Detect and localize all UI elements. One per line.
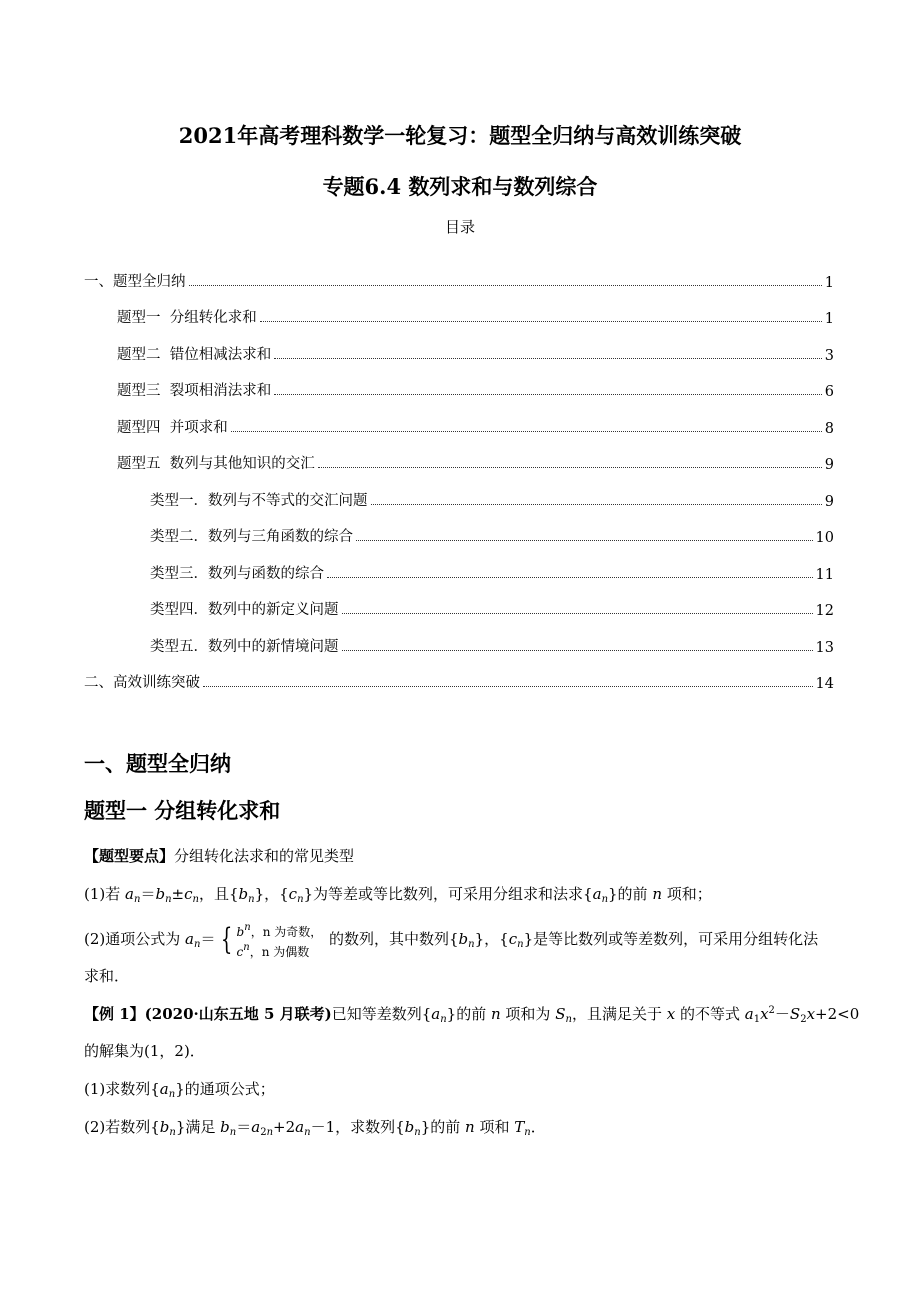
toc-leader-dots [342,650,813,651]
toc-entry-label: 题型四 并项求和 [117,419,228,436]
toc-leader-dots [203,686,813,687]
toc-entry-label: 二、高效训练突破 [84,675,200,691]
toc-entry-label: 题型三 裂项相消法求和 [117,383,272,399]
toc-entry-label: 类型三．数列与函数的综合 [150,565,324,582]
item-2-text: }是等比数列或等差数列，可采用分组转化法 [523,930,819,948]
question-2-text: ． [530,1118,546,1136]
section-heading: 一、题型全归纳 [84,751,231,776]
item-1-text: (1)若 [84,885,126,903]
toc-entry[interactable] [84,327,834,364]
toc-entry[interactable] [84,473,834,510]
question-2-text: +2 [273,1118,296,1136]
toc-leader-dots [356,540,813,541]
toc-heading: 目录 [444,218,475,236]
question-1-line: (1)求数列$\{a_n\}$的通项公式； [84,1080,275,1100]
subsection-heading: 题型一 分组转化求和 [84,798,281,823]
item-1-text: 项和； [662,885,712,903]
example-text: ，且满足关于 [571,1005,667,1023]
toc-entry[interactable] [84,546,834,583]
toc-entry-page: 11 [815,566,834,583]
example-1-line: 【例 1】(2020·山东五地 5 月联考)已知等差数列$\{a_n\}$的前 n 项和为 $S_n$，且满足关于 x 的不等式 $a_1x^2-S_2x+2<0$ [84,1005,860,1025]
toc-leader-dots [327,577,813,578]
toc-entry-label: 题型五 数列与其他知识的交汇 [117,456,315,472]
document-title: 2021年高考理科数学一轮复习：题型全归纳与高效训练突破 [178,123,742,148]
key-points-line [84,845,844,866]
toc-leader-dots [342,613,813,614]
toc-entry-page: 8 [824,420,834,437]
case-odd: ，n 为奇数， [250,925,323,939]
item-1-text: }为等差或等比数列，可采用分组求和法求{ [303,885,593,903]
toc-entry-page: 10 [815,530,834,546]
toc-leader-dots [274,358,822,359]
example-label: 【例 1】(2020·山东五地 5 月联考) [84,1005,332,1023]
question-2-text: 项和 [474,1118,515,1136]
toc-entry[interactable] [84,400,834,437]
toc-leader-dots [189,285,822,286]
example-text: 的不等式 [675,1005,745,1023]
toc-entry-label: 题型二 错位相减法求和 [117,346,272,363]
toc-entry-page: 14 [815,676,834,692]
table-of-contents [84,254,834,692]
question-2-text: }的前 [420,1118,466,1136]
toc-leader-dots [231,431,822,432]
toc-entry-page: 9 [824,493,834,510]
toc-entry-label: 题型一 分组转化求和 [117,310,257,326]
item-2-continuation: 求和． [84,967,130,985]
toc-entry-page: 3 [824,347,834,364]
document-subtitle: 专题6.4 数列求和与数列综合 [322,174,598,199]
item-1-text: ，且{ [198,885,239,903]
question-2-text: －1，求数列{ [310,1118,405,1136]
toc-entry[interactable] [84,291,834,328]
example-text: }的前 [446,1005,491,1023]
question-1-text: (1)求数列{ [84,1080,160,1098]
toc-entry[interactable] [84,254,834,291]
toc-entry-label: 一、题型全归纳 [84,273,186,290]
toc-entry-label: 类型一．数列与不等式的交汇问题 [150,492,368,509]
item-2-text: (2)通项公式为 [84,930,186,948]
example-text: 已知等差数列{ [331,1005,432,1023]
toc-leader-dots [274,394,822,395]
toc-entry-label: 类型五．数列中的新情境问题 [150,638,339,655]
key-points-label: 【题型要点】 [84,847,175,865]
piecewise-formula: { $b^n$，n 为奇数， $c^n$，n 为偶数 [221,922,323,959]
question-2-line: (2)若数列$\{b_n\}$满足 $b_n=a_{2n}+2a_n-1$，求数列$\{b_n\}$的前 n 项和 $T_n$． [84,1118,546,1138]
toc-entry[interactable] [84,656,834,693]
toc-entry[interactable] [84,437,834,474]
item-2-text: }，{ [474,930,509,948]
toc-entry-page: 6 [824,384,834,400]
example-text: 项和为 [500,1005,556,1023]
question-1-text: }的通项公式； [175,1080,275,1098]
key-points-text: 分组转化法求和的常见类型 [174,847,355,865]
question-2-text: }满足 [175,1118,221,1136]
toc-entry-page: 1 [824,274,834,291]
toc-entry-page: 13 [815,639,834,656]
toc-entry[interactable] [84,364,834,401]
toc-entry[interactable] [84,510,834,547]
item-1-text: }的前 [608,885,653,903]
toc-entry-label: 类型二．数列与三角函数的综合 [150,529,353,545]
item-2-text: 的数列，其中数列{ [324,930,459,948]
item-2-line: (2)通项公式为 $a_n=$ { $b^n$，n 为奇数， $c^n$，n 为偶数 的数列，其中数列$\{b_n\}$，$\{c_n\}$是等比数列或等差数列，可采用分组转化法 [84,922,819,959]
toc-entry-label: 类型四．数列中的新定义问题 [150,602,339,618]
toc-entry[interactable] [84,583,834,620]
toc-entry[interactable] [84,619,834,656]
case-even: ，n 为偶数 [249,945,310,959]
toc-leader-dots [318,467,822,468]
toc-entry-page: 12 [815,603,834,619]
example-1-continuation: 的解集为(1，2)． [84,1042,205,1060]
question-2-text: (2)若数列{ [84,1118,160,1136]
toc-entry-page: 1 [824,311,834,327]
example-text: +2<0 [815,1005,860,1023]
toc-leader-dots [260,321,822,322]
item-1-line: (1)若 $a_n=b_n\pm c_n$，且$\{b_n\}$，$\{c_n\}$为等差或等比数列，可采用分组求和法求$\{a_n\}$的前 n 项和； [84,885,712,905]
item-1-text: }，{ [254,885,289,903]
toc-entry-page: 9 [824,457,834,473]
toc-leader-dots [371,504,822,505]
